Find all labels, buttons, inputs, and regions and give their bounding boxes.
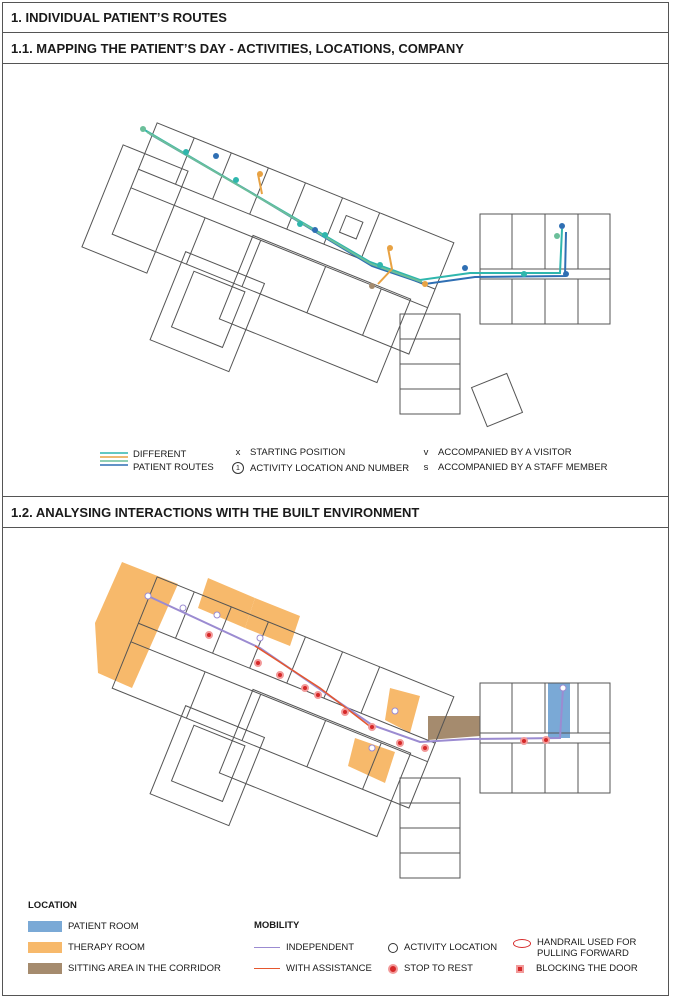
stop-to-rest-marker (369, 724, 375, 730)
patient-room-area (548, 683, 570, 738)
therapy-room-area (245, 598, 300, 646)
blocking-door-icon (516, 965, 524, 973)
route-node (554, 233, 560, 239)
route-node (213, 153, 219, 159)
stop-to-rest-marker (422, 745, 428, 751)
patient-room-swatch (28, 921, 62, 932)
route-independent (148, 596, 563, 742)
route-node (322, 232, 328, 238)
legend-start: x STARTING POSITION (232, 447, 345, 458)
route-node (521, 271, 527, 277)
therapy-room-area (385, 688, 420, 733)
stop-to-rest-marker (277, 672, 283, 678)
route-node (377, 262, 383, 268)
legend-therapy-room: THERAPY ROOM (28, 942, 145, 953)
route-teal (143, 129, 562, 280)
route-lines-swatch (100, 450, 130, 470)
activity-location-marker (392, 708, 398, 714)
legend-location-title: LOCATION (28, 900, 77, 911)
route-node (369, 283, 375, 289)
stop-to-rest-icon (388, 964, 398, 974)
section-1-2-heading: 1.2. ANALYSING INTERACTIONS WITH THE BUILT ENVIRONMENT (2, 496, 669, 528)
start-symbol: x (235, 447, 241, 458)
stop-to-rest-marker (543, 737, 549, 743)
therapy-room-area (95, 562, 178, 688)
legend-patient-room: PATIENT ROOM (28, 921, 139, 932)
legend-handrail: HANDRAIL USED FOR PULLING FORWARD (513, 937, 636, 959)
section-1-1-heading: 1.1. MAPPING THE PATIENT’S DAY - ACTIVITIES, LOCATIONS, COMPANY (2, 33, 669, 64)
activity-location-marker (257, 635, 263, 641)
route-node (297, 221, 303, 227)
floor-plan-routes (0, 64, 673, 484)
assistance-line-swatch (254, 968, 280, 970)
therapy-room-area (198, 578, 255, 628)
legend-mobility-title: MOBILITY (254, 920, 300, 931)
activity-location-marker (145, 593, 151, 599)
legend-activity-location: ACTIVITY LOCATION (388, 942, 497, 953)
activity-location-marker (369, 745, 375, 751)
legend-stop-to-rest: STOP TO REST (388, 963, 473, 974)
activity-number-icon: 1 (232, 462, 244, 474)
legend-routes-line2: PATIENT ROUTES (133, 462, 214, 473)
sitting-area (428, 716, 480, 740)
route-node (312, 227, 318, 233)
staff-symbol: s (423, 462, 429, 473)
visitor-symbol: v (423, 447, 429, 458)
legend-with-assistance: WITH ASSISTANCE (254, 963, 372, 974)
route-blue (150, 134, 566, 284)
activity-circle-icon (388, 943, 398, 953)
legend-independent: INDEPENDENT (254, 942, 354, 953)
legend-sitting-area: SITTING AREA IN THE CORRIDOR (28, 963, 221, 974)
stop-to-rest-marker (342, 709, 348, 715)
activity-location-marker (214, 612, 220, 618)
legend-activity: 1 ACTIVITY LOCATION AND NUMBER (232, 462, 409, 474)
route-node (233, 177, 239, 183)
legend-visitor: v ACCOMPANIED BY A VISITOR (420, 447, 572, 458)
floor-plan-interactions (0, 528, 673, 888)
route-node (559, 223, 565, 229)
stop-to-rest-marker (521, 738, 527, 744)
route-node (422, 281, 428, 287)
route-node (257, 171, 263, 177)
stop-to-rest-marker (255, 660, 261, 666)
handrail-ellipse-icon (513, 939, 531, 948)
stop-to-rest-marker (315, 692, 321, 698)
section-1-heading: 1. INDIVIDUAL PATIENT’S ROUTES (2, 2, 669, 33)
sitting-area-swatch (28, 963, 62, 974)
route-node (183, 149, 189, 155)
legend-routes-line1: DIFFERENT (133, 449, 187, 460)
courtyard-outline (150, 252, 264, 372)
stop-to-rest-marker (206, 632, 212, 638)
stop-to-rest-marker (397, 740, 403, 746)
route-node (140, 126, 146, 132)
activity-location-marker (560, 685, 566, 691)
route-node (563, 271, 569, 277)
activity-location-marker (180, 605, 186, 611)
route-node (387, 245, 393, 251)
legend-staff: s ACCOMPANIED BY A STAFF MEMBER (420, 462, 607, 473)
therapy-room-swatch (28, 942, 62, 953)
route-node (462, 265, 468, 271)
legend-blocking-door: BLOCKING THE DOOR (516, 963, 638, 974)
stop-to-rest-marker (302, 685, 308, 691)
independent-line-swatch (254, 947, 280, 949)
